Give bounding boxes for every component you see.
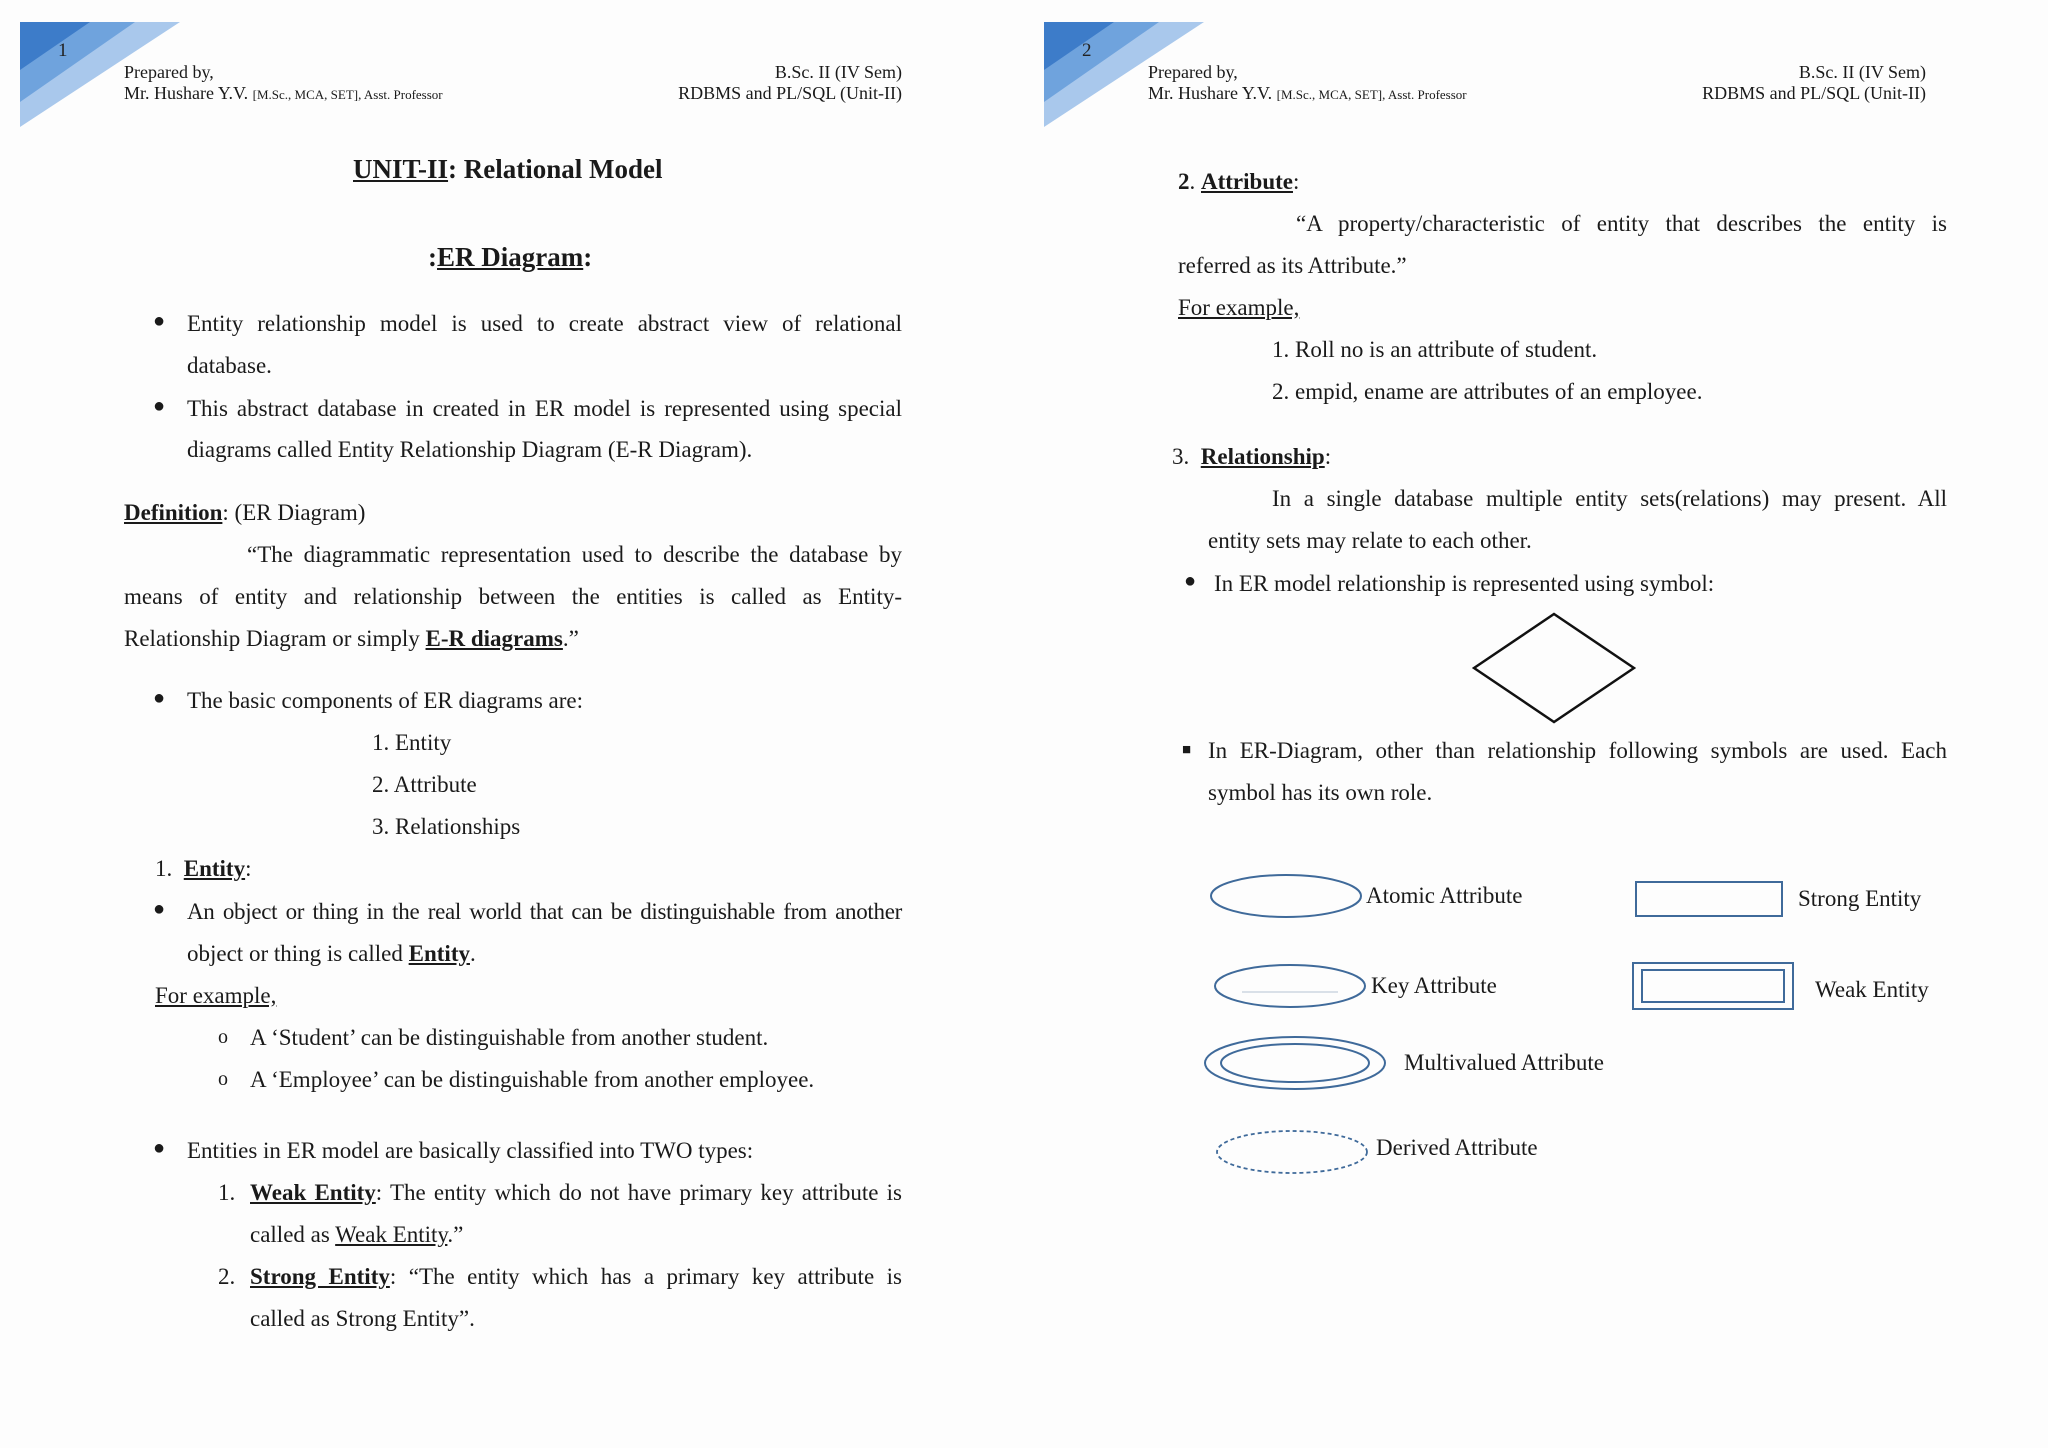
author-name: Mr. Hushare Y.V.: [1148, 83, 1273, 103]
strong-entity-symbol: [1634, 880, 1786, 920]
type1-line1-rest: : The entity which do not have primary key attribute is: [375, 1180, 902, 1205]
component-item: 1. Entity: [372, 730, 452, 755]
heading-colon: :: [428, 242, 437, 272]
circle-bullet-icon: o: [218, 1068, 228, 1090]
entity-def-line2-end: .: [469, 941, 476, 966]
course: B.Sc. II (IV Sem): [774, 62, 902, 82]
for-example-label: For example,: [155, 983, 277, 1008]
entity-def-line2-start: object or thing is called: [187, 941, 409, 966]
strong-entity-label: Strong Entity: [1798, 886, 1922, 911]
type1-line2-start: called as: [250, 1222, 336, 1247]
atomic-attribute-symbol: [1208, 872, 1364, 920]
definition-heading: [124, 499, 365, 526]
subject: RDBMS and PL/SQL (Unit-II): [678, 83, 902, 103]
entity-heading-label: Entity: [183, 856, 246, 881]
author-line: [124, 83, 443, 105]
author-name: Mr. Hushare Y.V.: [124, 83, 249, 103]
bullet1-line2: database.: [187, 353, 272, 378]
component-item: 3. Relationships: [372, 814, 521, 839]
attribute-heading: [1178, 168, 1299, 195]
entity-colon: :: [245, 856, 252, 881]
er-diagrams-term: E-R diagrams: [425, 626, 563, 651]
type1-line2-end: .”: [447, 1222, 464, 1247]
header-left: [124, 62, 443, 105]
attribute-def-line2: referred as its Attribute.”: [1178, 253, 1407, 278]
bullet-icon: ●: [153, 1137, 166, 1159]
type1-number: 1.: [218, 1180, 236, 1205]
header-right: [678, 62, 902, 104]
types-intro: Entities in ER model are basically classified into TWO types:: [187, 1138, 754, 1163]
subject: RDBMS and PL/SQL (Unit-II): [1702, 83, 1926, 103]
weak-entity-label: Weak Entity: [1815, 977, 1929, 1002]
weak-entity-symbol: [1631, 961, 1797, 1013]
relationship-bullet: In ER model relationship is represented using symbol:: [1214, 571, 1715, 596]
bullet-icon: ●: [153, 898, 166, 920]
definition-line2: means of entity and relationship between the entities is called as Entity-: [124, 584, 902, 609]
page-title: [353, 156, 663, 183]
derived-attribute-symbol: [1214, 1128, 1370, 1176]
multivalued-attribute-label: Multivalued Attribute: [1404, 1050, 1604, 1075]
heading-colon-end: :: [583, 242, 593, 272]
attribute-dot: .: [1189, 169, 1201, 194]
definition-label: Definition: [124, 500, 223, 525]
entity-term: Entity: [408, 941, 470, 966]
page-title-unit: UNIT-II: [353, 154, 449, 184]
example-item: A ‘Student’ can be distinguishable from another student.: [250, 1025, 769, 1050]
relationship-diamond-symbol: [1472, 612, 1636, 724]
relationship-line1: In a single database multiple entity sets(relations) may present. All: [1272, 486, 1947, 511]
definition-line1: “The diagrammatic representation used to describe the database by: [247, 542, 902, 567]
author-qualification: [M.Sc., MCA, SET], Asst. Professor: [1276, 87, 1467, 102]
weak-entity-underlined: Weak Entity: [335, 1222, 448, 1247]
key-attribute-label: Key Attribute: [1371, 973, 1497, 998]
relationship-colon: :: [1324, 444, 1332, 469]
relationship-line2: entity sets may relate to each other.: [1208, 528, 1532, 553]
entity-heading: [155, 855, 251, 882]
attribute-number: 2: [1178, 169, 1190, 194]
attribute-heading-label: Attribute: [1201, 169, 1293, 194]
author-line: [1148, 83, 1467, 105]
bullet-icon: ●: [153, 310, 166, 332]
bullet2-line1: This abstract database in created in ER model is represented using special: [187, 396, 902, 421]
document-page-2: [1024, 0, 2048, 1448]
bullet1-line1: Entity relationship model is used to create abstract view of relational: [187, 311, 902, 336]
type2-line1-rest: : “The entity which has a primary key attribute is: [389, 1264, 902, 1289]
example-item: A ‘Employee’ can be distinguishable from another employee.: [250, 1067, 815, 1092]
multivalued-attribute-symbol: [1202, 1034, 1388, 1092]
type2-line2: called as Strong Entity”.: [250, 1306, 475, 1331]
strong-entity-term: Strong Entity: [250, 1264, 390, 1289]
square-bullet-icon: ■: [1182, 742, 1192, 758]
definition-line3: [124, 625, 579, 652]
course: B.Sc. II (IV Sem): [1798, 62, 1926, 82]
attribute-def-line1: “A property/characteristic of entity that describes the entity is: [1296, 211, 1947, 236]
type2-line1: [250, 1263, 902, 1290]
atomic-attribute-label: Atomic Attribute: [1366, 883, 1523, 908]
page-number: 2: [1082, 40, 1092, 61]
bullet2-line2: diagrams called Entity Relationship Diagram (E-R Diagram).: [187, 437, 753, 462]
type1-line1: [250, 1179, 902, 1206]
attribute-example: 2. empid, ename are attributes of an employee.: [1272, 379, 1703, 404]
type1-line2: [250, 1221, 463, 1248]
heading-er-diagram: ER Diagram: [437, 242, 584, 272]
derived-attribute-label: Derived Attribute: [1376, 1135, 1538, 1160]
author-qualification: [M.Sc., MCA, SET], Asst. Professor: [252, 87, 443, 102]
definition-line3-end: .”: [562, 626, 579, 651]
key-attribute-symbol: [1212, 962, 1368, 1010]
relationship-heading: [1172, 443, 1331, 470]
weak-entity-term: Weak Entity: [250, 1180, 376, 1205]
section-heading-er-diagram: [428, 244, 592, 271]
attribute-example: 1. Roll no is an attribute of student.: [1272, 337, 1598, 362]
component-item: 2. Attribute: [372, 772, 477, 797]
attribute-colon: :: [1292, 169, 1300, 194]
bullet-icon: ●: [153, 687, 166, 709]
bullet-icon: ●: [1184, 570, 1197, 592]
symbols-line1: In ER-Diagram, other than relationship following symbols are used. Each: [1208, 738, 1947, 763]
entity-def-line2: [187, 940, 476, 967]
type2-number: 2.: [218, 1264, 236, 1289]
symbols-line2: symbol has its own role.: [1208, 780, 1433, 805]
page-number: 1: [58, 40, 68, 61]
definition-line3-start: Relationship Diagram or simply: [124, 626, 426, 651]
bullet-icon: ●: [153, 395, 166, 417]
page-title-rest: : Relational Model: [448, 154, 663, 184]
entity-def-line1: An object or thing in the real world that can be distinguishable from another: [187, 899, 902, 924]
header-right: [1702, 62, 1926, 104]
relationship-heading-label: Relationship: [1200, 444, 1325, 469]
definition-rest: : (ER Diagram): [222, 500, 366, 525]
header-left: [1148, 62, 1467, 105]
relationship-number: 3.: [1172, 444, 1190, 469]
for-example-label: For example,: [1178, 295, 1300, 320]
prepared-by: Prepared by,: [1148, 62, 1238, 82]
circle-bullet-icon: o: [218, 1026, 228, 1048]
prepared-by: Prepared by,: [124, 62, 214, 82]
components-intro: The basic components of ER diagrams are:: [187, 688, 583, 713]
entity-number: 1.: [155, 856, 173, 881]
